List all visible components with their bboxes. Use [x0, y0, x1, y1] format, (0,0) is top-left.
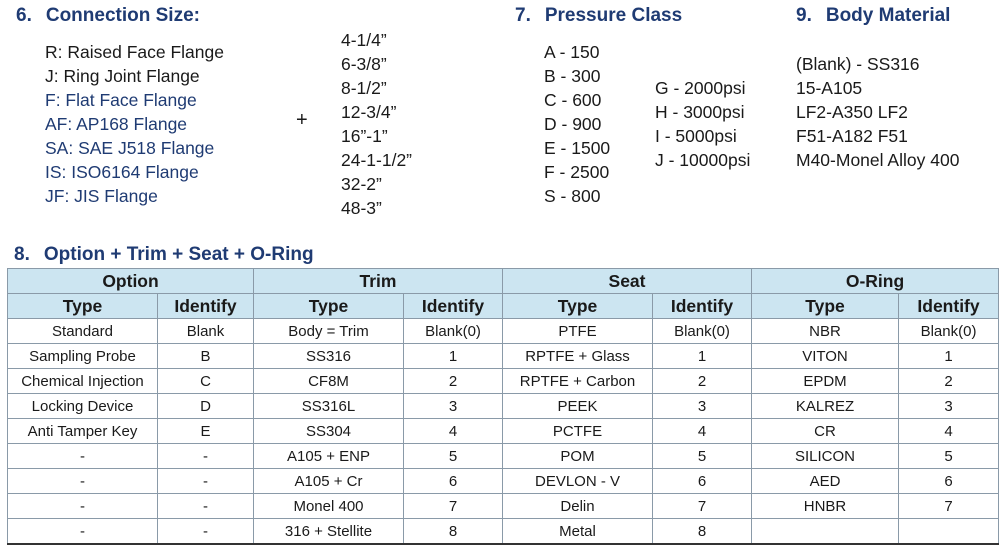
type-cell: VITON	[752, 344, 899, 369]
type-column-header: Type	[8, 294, 158, 319]
type-cell: RPTFE + Glass	[503, 344, 653, 369]
identify-cell: -	[158, 519, 254, 545]
pressure-psi-item: H - 3000psi	[655, 102, 745, 122]
identify-column-header: Identify	[653, 294, 752, 319]
table-row	[8, 369, 999, 394]
identify-cell: 3	[899, 394, 999, 419]
sub-header-row	[8, 294, 999, 319]
identify-cell: 7	[404, 494, 503, 519]
type-cell: CR	[752, 419, 899, 444]
identify-cell	[899, 519, 999, 545]
identify-cell: 2	[653, 369, 752, 394]
flange-type-item: J: Ring Joint Flange	[45, 66, 200, 86]
identify-cell: Blank(0)	[404, 319, 503, 344]
connection-size-item: 16”-1”	[341, 126, 388, 146]
type-cell: POM	[503, 444, 653, 469]
table-row	[8, 344, 999, 369]
type-cell: CF8M	[254, 369, 404, 394]
options-table	[7, 268, 999, 545]
type-cell: Anti Tamper Key	[8, 419, 158, 444]
pressure-class-list	[544, 40, 610, 208]
identify-cell: B	[158, 344, 254, 369]
identify-cell: 6	[653, 469, 752, 494]
connection-size-item: 6-3/8”	[341, 54, 387, 74]
group-header-trim: Trim	[254, 269, 503, 294]
pressure-psi-item: J - 10000psi	[655, 150, 751, 170]
section-number: 9.	[796, 5, 812, 26]
pressure-psi-item: G - 2000psi	[655, 78, 746, 98]
body-material-item: (Blank) - SS316	[796, 54, 920, 74]
table-row	[8, 394, 999, 419]
pressure-class-item: S - 800	[544, 186, 601, 206]
group-header-option: Option	[8, 269, 254, 294]
section-title: Option + Trim + Seat + O-Ring	[43, 244, 314, 265]
table-row	[8, 444, 999, 469]
group-header-row	[8, 269, 999, 294]
identify-cell: E	[158, 419, 254, 444]
body-material-item: M40-Monel Alloy 400	[796, 150, 960, 170]
identify-cell: -	[158, 494, 254, 519]
type-cell: NBR	[752, 319, 899, 344]
table-row	[8, 319, 999, 344]
type-cell: SS316	[254, 344, 404, 369]
type-cell: PEEK	[503, 394, 653, 419]
type-cell: RPTFE + Carbon	[503, 369, 653, 394]
type-cell: Locking Device	[8, 394, 158, 419]
type-cell: AED	[752, 469, 899, 494]
connection-size-item: 32-2”	[341, 174, 382, 194]
connection-size-item: 4-1/4”	[341, 30, 387, 50]
type-cell: Sampling Probe	[8, 344, 158, 369]
type-cell: A105 + Cr	[254, 469, 404, 494]
pressure-class-item: B - 300	[544, 66, 601, 86]
identify-cell: D	[158, 394, 254, 419]
body-material-item: F51-A182 F51	[796, 126, 908, 146]
type-cell: PTFE	[503, 319, 653, 344]
type-cell: Standard	[8, 319, 158, 344]
identify-cell: 5	[653, 444, 752, 469]
type-cell: Monel 400	[254, 494, 404, 519]
type-cell: SILICON	[752, 444, 899, 469]
identify-cell: 1	[899, 344, 999, 369]
pressure-psi-item: I - 5000psi	[655, 126, 737, 146]
table-row	[8, 469, 999, 494]
identify-cell: 3	[653, 394, 752, 419]
type-column-header: Type	[254, 294, 404, 319]
table-row	[8, 494, 999, 519]
identify-column-header: Identify	[158, 294, 254, 319]
section-number: 7.	[515, 5, 531, 26]
type-cell: -	[8, 494, 158, 519]
flange-type-item: JF: JIS Flange	[45, 186, 158, 206]
identify-cell: 5	[404, 444, 503, 469]
body-material-heading	[796, 5, 950, 27]
identify-column-header: Identify	[899, 294, 999, 319]
section-number: 8.	[14, 244, 30, 265]
table-row	[8, 419, 999, 444]
identify-cell: 8	[404, 519, 503, 545]
type-cell: Chemical Injection	[8, 369, 158, 394]
identify-cell: 5	[899, 444, 999, 469]
connection-size-heading	[16, 5, 200, 27]
identify-cell: 6	[404, 469, 503, 494]
options-heading	[14, 244, 314, 266]
section-title: Body Material	[825, 5, 951, 26]
pressure-class-item: C - 600	[544, 90, 602, 110]
type-cell: A105 + ENP	[254, 444, 404, 469]
section-title: Pressure Class	[544, 5, 683, 26]
type-cell	[752, 519, 899, 545]
identify-cell: 4	[404, 419, 503, 444]
options-table-body	[8, 319, 999, 545]
identify-cell: 4	[653, 419, 752, 444]
identify-cell: Blank	[158, 319, 254, 344]
identify-cell: 2	[899, 369, 999, 394]
type-cell: Delin	[503, 494, 653, 519]
body-material-item: 15-A105	[796, 78, 863, 98]
type-cell: KALREZ	[752, 394, 899, 419]
section-title: Connection Size:	[45, 5, 200, 26]
identify-column-header: Identify	[404, 294, 503, 319]
identify-cell: 4	[899, 419, 999, 444]
identify-cell: 3	[404, 394, 503, 419]
type-cell: PCTFE	[503, 419, 653, 444]
identify-cell: -	[158, 469, 254, 494]
table-row	[8, 519, 999, 545]
body-material-list	[796, 52, 959, 172]
identify-cell: -	[158, 444, 254, 469]
type-column-header: Type	[752, 294, 899, 319]
plus-sign: +	[296, 109, 308, 131]
identify-cell: 6	[899, 469, 999, 494]
type-cell: EPDM	[752, 369, 899, 394]
connection-size-item: 8-1/2”	[341, 78, 387, 98]
pressure-class-item: A - 150	[544, 42, 600, 62]
flange-type-item: AF: AP168 Flange	[45, 114, 188, 134]
type-cell: -	[8, 469, 158, 494]
type-cell: SS316L	[254, 394, 404, 419]
identify-cell: 1	[404, 344, 503, 369]
flange-type-item: F: Flat Face Flange	[45, 90, 197, 110]
connection-size-item: 24-1-1/2”	[341, 150, 413, 170]
pressure-class-item: F - 2500	[544, 162, 610, 182]
type-cell: DEVLON - V	[503, 469, 653, 494]
type-cell: 316 + Stellite	[254, 519, 404, 545]
flange-type-item: R: Raised Face Flange	[45, 42, 224, 62]
section-number: 6.	[16, 5, 32, 26]
identify-cell: Blank(0)	[899, 319, 999, 344]
identify-cell: Blank(0)	[653, 319, 752, 344]
identify-cell: 7	[899, 494, 999, 519]
type-cell: Metal	[503, 519, 653, 545]
type-cell: Body = Trim	[254, 319, 404, 344]
identify-cell: C	[158, 369, 254, 394]
pressure-class-item: D - 900	[544, 114, 602, 134]
identify-cell: 1	[653, 344, 752, 369]
type-column-header: Type	[503, 294, 653, 319]
group-header-oring: O-Ring	[752, 269, 999, 294]
type-cell: SS304	[254, 419, 404, 444]
type-cell: -	[8, 444, 158, 469]
connection-size-item: 12-3/4”	[341, 102, 397, 122]
identify-cell: 8	[653, 519, 752, 545]
pressure-psi-list	[655, 76, 750, 172]
flange-type-item: SA: SAE J518 Flange	[45, 138, 215, 158]
identify-cell: 2	[404, 369, 503, 394]
pressure-class-item: E - 1500	[544, 138, 611, 158]
flange-type-list	[45, 40, 224, 208]
body-material-item: LF2-A350 LF2	[796, 102, 908, 122]
connection-size-item: 48-3”	[341, 198, 382, 218]
pressure-class-heading	[515, 5, 682, 27]
type-cell: HNBR	[752, 494, 899, 519]
group-header-seat: Seat	[503, 269, 752, 294]
identify-cell: 7	[653, 494, 752, 519]
connection-size-list	[341, 28, 412, 220]
type-cell: -	[8, 519, 158, 545]
flange-type-item: IS: ISO6164 Flange	[45, 162, 199, 182]
